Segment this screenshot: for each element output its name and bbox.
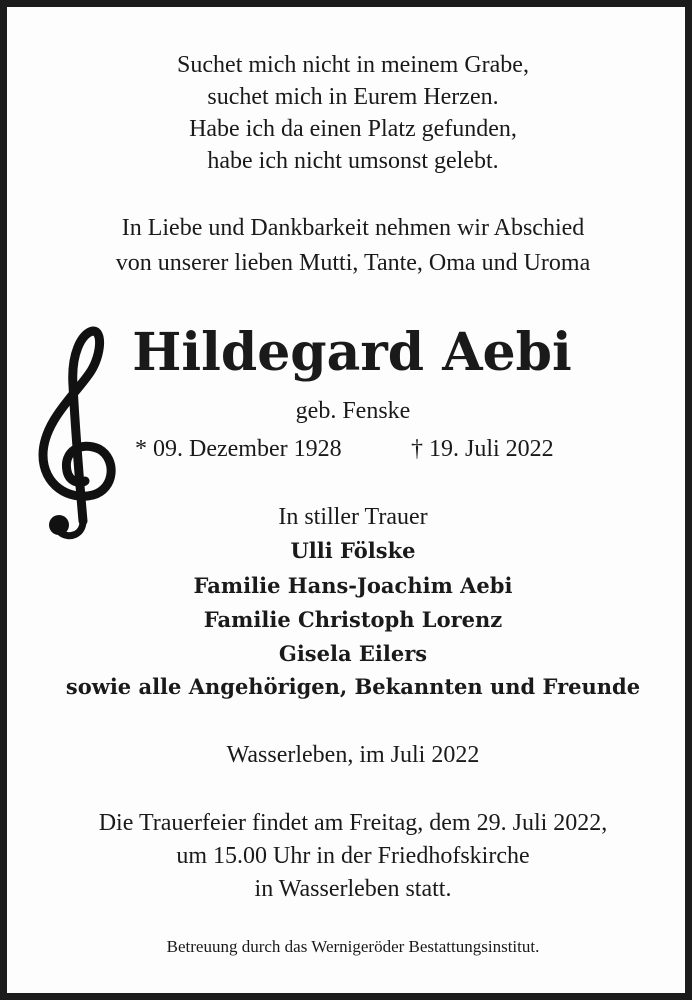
mourner-name-5: sowie alle Angehörigen, Bekannten und Freunde <box>65 674 641 699</box>
ceremony-line-1: Die Trauerfeier findet am Freitag, dem 29. Juli 2022, <box>98 810 608 836</box>
ceremony-line-2: um 15.00 Uhr in der Friedhofskirche <box>176 843 530 869</box>
funeral-home-note: Betreuung durch das Wernigeröder Bestattungsinstitut. <box>166 937 540 956</box>
verse-line-3: Habe ich da einen Platz gefunden, <box>189 116 517 142</box>
mourner-name-3: Familie Christoph Lorenz <box>203 607 503 632</box>
mourner-name-2: Familie Hans-Joachim Aebi <box>193 573 513 598</box>
intro-line-2: von unserer lieben Mutti, Tante, Oma und Uroma <box>115 250 591 276</box>
verse-line-4: habe ich nicht umsonst gelebt. <box>207 148 499 174</box>
mourner-name-4: Gisela Eilers <box>278 641 428 666</box>
birth-date: * 09. Dezember 1928 <box>135 436 342 462</box>
death-date: † 19. Juli 2022 <box>411 436 554 462</box>
mourner-name-1: Ulli Fölske <box>290 538 416 563</box>
maiden-name: geb. Fenske <box>295 398 411 424</box>
intro-line-1: In Liebe und Dankbarkeit nehmen wir Abschied <box>121 215 585 241</box>
verse-line-2: suchet mich in Eurem Herzen. <box>207 84 499 110</box>
deceased-name: Hildegard Aebi <box>132 322 572 383</box>
ceremony-line-3: in Wasserleben statt. <box>254 876 452 902</box>
mourners-heading: In stiller Trauer <box>278 504 428 530</box>
place-date: Wasserleben, im Juli 2022 <box>226 742 480 768</box>
verse-line-1: Suchet mich nicht in meinem Grabe, <box>177 52 529 78</box>
